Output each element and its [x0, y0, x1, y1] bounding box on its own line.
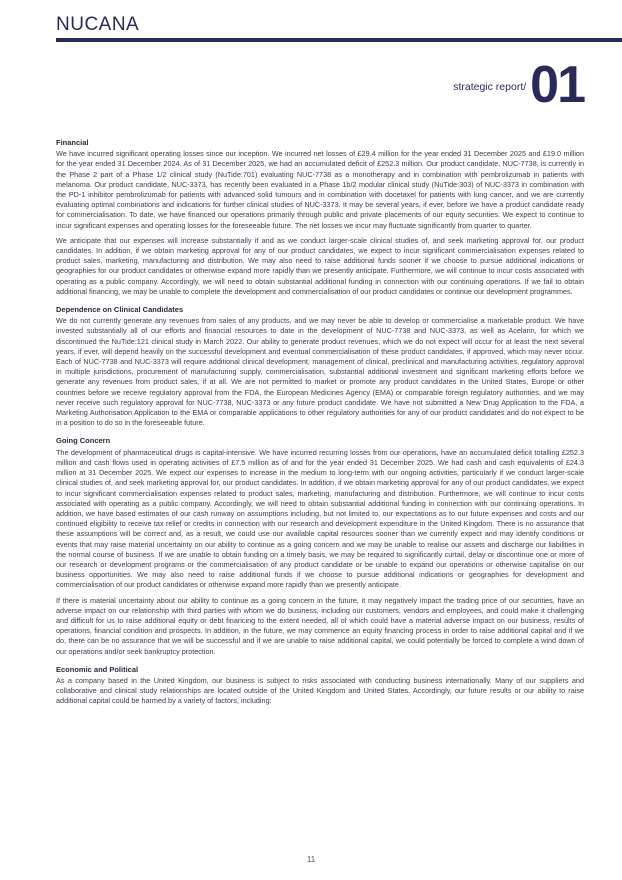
- paragraph: We do not currently generate any revenues from sales of any products, and we may never be able to develop or commercialise a marketable product. We have invested substantially all of our efforts and financial resources to date in the development of NUC-7738 and NUC-3373, as well as Acelarin, for which we discontinued the NuTide:121 clinical study in March 2022. Our ability to generate product revenues, which we do not expect will occur for at least the next several years, if ever, will depend heavily on the successful development and eventual commercialisation of these product candidates, if approved, which may never occur. Each of NUC-7738 and NUC-3373 will require additional clinical development, management of clinical, preclinical and manufacturing activities, regulatory approval in multiple jurisdictions, procurement of manufacturing supply, commercialisation, substantial additional investment and significant marketing efforts before we generate any revenues from product sales, if at all. We are not permitted to market or promote any product candidates in the United States, Europe or other countries before we receive regulatory approval from the FDA, the European Medicines Agency (EMA) or comparable foreign regulatory authorities, and we may never receive such regulatory approval for NUC-7738, NUC-3373 or any future product candidate. We have not submitted a New Drug Application to the FDA, a Marketing Authorisation Application to the EMA or comparable applications to other regulatory authorities for any of our product candidates and do not expect to be in a position to do so in the foreseeable future.: [56, 316, 584, 428]
- paragraph: As a company based in the United Kingdom, our business is subject to risks associated with conducting business internationally. Many of our suppliers and collaborative and clinical study relationships are located outside of the United Kingdom and United States. Accordingly, our future results or our ability to raise additional capital could be harmed by a variety of factors, including:: [56, 675, 584, 706]
- section-header: [453, 56, 584, 114]
- paragraph: We anticipate that our expenses will increase substantially if and as we conduct larger-scale clinical studies of, and seek marketing approval for, our product candidates. In addition, if we obtain marketing approval for any of our product candidates, we expect to incur significant commercialisation expenses related to product sales, marketing, manufacturing and distribution. We may also need to raise additional funds sooner if we choose to pursue additional indications or geographies for our product candidates or otherwise expand more rapidly than we presently anticipate. Furthermore, we will continue to incur costs associated with operating as a public company. Accordingly, we will need to obtain substantial additional funding in connection with our continuing operations. If we fail to obtain additional financing, we may be unable to complete the development and commercialisation of our product candidates or continue our development programmes.: [56, 235, 584, 296]
- header-rule: [56, 38, 622, 42]
- report-body: [56, 138, 584, 712]
- heading-financial: Financial: [56, 138, 89, 147]
- company-logo: NUCANA: [56, 14, 140, 35]
- paragraph: We have incurred significant operating losses since our inception. We incurred net losses of £29.4 million for the year ended 31 December 2025 and £19.0 million for the year ended 31 December 2024. As of 31 December 2025, we had an accumulated deficit of £252.3 million. Our product candidate, NUC-7738, is currently in the Phase 2 part of a Phase 1/2 clinical study (NuTide:701) evaluating NUC-7738 as a monotherapy and in combination with pembrolizumab in patients with melanoma. Our product candidate, NUC-3373, has recently been evaluated in a Phase 1b/2 modular clinical study (NuTide:303) of NUC-3373 in combination with the PD-1 inhibitor pembrolizumab for patients with advanced solid tumours and in combination with docetaxel for patients with lung cancer, and we are currently evaluating optimal combinations and indications for further clinical studies of NUC-3373. It may be several years, if ever, before we have a product candidate ready for commercialisation. To date, we have financed our operations primarily through public and private placements of our equity securities. We expect to continue to incur significant expenses and operating losses for the foreseeable future. The net losses we incur may fluctuate significantly from quarter to quarter.: [56, 149, 584, 230]
- heading-dependence: Dependence on Clinical Candidates: [56, 305, 184, 315]
- heading-economic-political: Economic and Political: [56, 664, 139, 674]
- section-label: strategic report/: [453, 80, 527, 93]
- paragraph: The development of pharmaceutical drugs is capital-intensive. We have incurred recurring losses from our operations, have an accumulated deficit totalling £252.3 million and cash flows used in operating activities of £7.5 million as of and for the year ended 31 December 2025. We had cash and cash equivalents of £24.3 million at 31 December 2025. We expect our expenses to increase in the medium to long-term with our ongoing activities, particularly if we conduct larger-scale clinical studies of, and seek marketing approval for, our product candidates. In addition, if we obtain marketing approval for any of our product candidates, we expect to incur significant commercialisation expenses related to product sales, marketing, manufacturing and distribution. Furthermore, we will continue to incur costs associated with operating as a public company. Accordingly, we will need to obtain substantial additional funding in connection with our continuing operations. In addition, we have based estimates of our cash runway on assumptions including, but not limited to, our expectations as to our future expenses and costs and our continued eligibility to receive tax relief or credits in connection with our research and development expenditure in the United Kingdom. There is no assurance that these assumptions will be correct and, as a result, we could use our available capital resources sooner than we currently expect and may identify conditions or events that may raise material uncertainty on our ability to continue as a going concern and we may be unable to realise our assets and discharge our liabilities in the normal course of business. If we are unable to obtain funding on a timely basis, we may be required to significantly curtail, delay or discontinue one or more of our research or development programs or the commercialisation of any product candidate or be unable to expand our operations or otherwise capitalise on our business opportunities. We may also need to raise additional funds if we choose to pursue additional indications or geographies for development and commercialisation of our product candidates or otherwise expand more rapidly than we presently anticipate.: [56, 447, 584, 590]
- paragraph: If there is material uncertainty about our ability to continue as a going concern in the future, it may negatively impact the trading price of our securities, have an adverse impact on our relationship with third parties with whom we do business, including our customers, vendors and employees, and could make it challenging and difficult for us to raise additional equity or debt financing to the extent needed, all of which could have a material adverse impact on our business, results of operations, financial condition and prospects. In addition, in the future, we may commence an equity financing process in order to raise additional capital and if we do, there can be no assurance that we will be successful and if we are unable to raise additional capital, we could potentially be forced to complete a wind down of our operations and/or seek bankruptcy protection.: [56, 595, 584, 656]
- section-number: 01: [530, 56, 584, 114]
- page-number: 11: [306, 855, 316, 864]
- heading-going-concern: Going Concern: [56, 436, 111, 446]
